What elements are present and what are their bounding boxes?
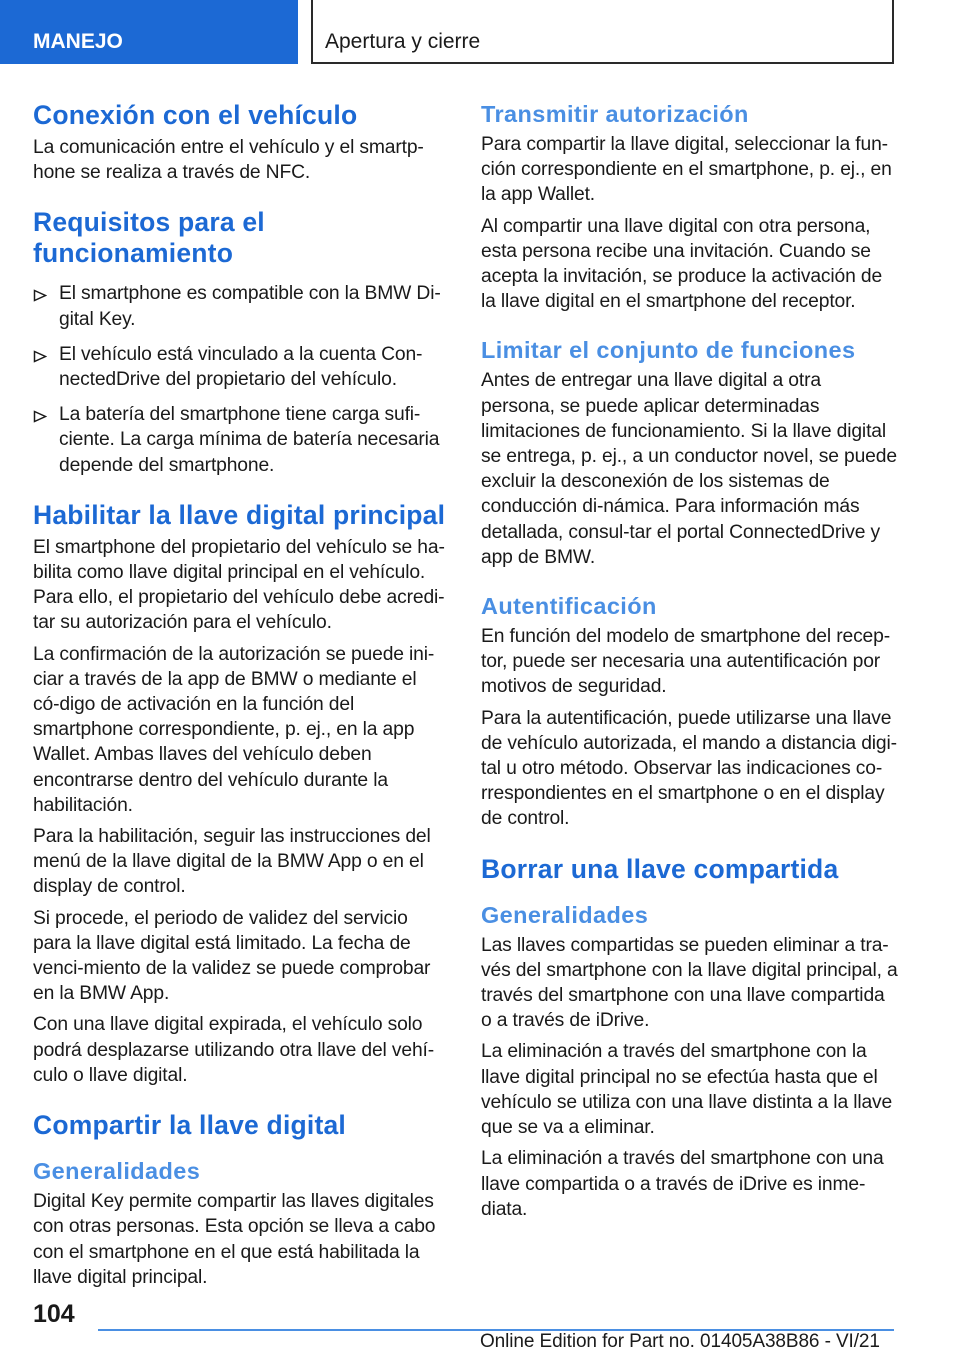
left-column: [33, 100, 448, 1290]
right-column: [481, 100, 899, 1222]
section-label: MANEJO: [33, 30, 123, 53]
subheading-generalidades: Generalidades: [33, 1158, 201, 1185]
subheading-limitar: Limitar el conjunto de funciones: [481, 337, 856, 364]
heading-habilitar: Habilitar la llave digital principal: [33, 499, 446, 530]
heading-conexion: Conexión con el vehículo: [33, 100, 358, 130]
paragraph: La comunicación entre el vehículo y el smartp-hone se realiza a través de NFC.: [33, 137, 424, 184]
heading-requisitos: Requisitos para el funcionamiento: [33, 207, 265, 269]
paragraph: La confirmación de la autorización se puede ini-ciar a través de la app de BMW o mediante el có-digo de activación en la función del smartphone correspondiente, p. ej., en la app Wallet. Ambas llaves del vehículo deben encontrarse dentro del vehículo durante la habilitación.: [33, 643, 435, 816]
chapter-title: Apertura y cierre: [325, 30, 481, 53]
paragraph: Antes de entregar una llave digital a otra persona, se puede aplicar determinadas limitaciones de funcionamiento. Si la llave digital se entrega, p. ej., a un conductor novel, se puede excluir la desconexión de los sistemas de conducción di-námica. Para información más detallada, consul-tar el portal ConnectedDrive y app de BMW.: [481, 370, 897, 568]
paragraph: La eliminación a través del smartphone con una llave compartida o a través de iDrive es inme-diata.: [481, 1148, 884, 1220]
subheading-autentificacion: Autentificación: [481, 593, 657, 620]
heading-borrar: Borrar una llave compartida: [481, 853, 839, 884]
paragraph: Digital Key permite compartir las llaves digitales con otras personas. Esta opción se lleva a cabo con el smartphone en el que está habilitada la llave digital principal.: [33, 1191, 436, 1288]
subheading-generalidades: Generalidades: [481, 901, 649, 928]
paragraph: Para la habilitación, seguir las instrucciones del menú de la llave digital de la BMW App o en el display de control.: [33, 826, 431, 898]
paragraph: Al compartir una llave digital con otra persona, esta persona recibe una invitación. Cuando se acepta la invitación, se produce la activación de la llave digital en el smartphone del receptor.: [481, 215, 883, 313]
paragraph: Para la autentificación, puede utilizarse una llave de vehículo autorizada, el mando a distancia digi-tal u otro método. Observar las indicaciones co-rrespondientes en el smartphone o en el display de control.: [481, 707, 897, 830]
paragraph: En función del modelo de smartphone del recep-tor, puede ser necesaria una autentificación por motivos de seguridad.: [481, 626, 890, 698]
list-item: La batería del smartphone tiene carga sufi-ciente. La carga mínima de batería necesaria depende del smartphone.: [33, 402, 448, 478]
subheading-transmitir: Transmitir autorización: [481, 101, 749, 127]
requirements-list: [33, 281, 448, 477]
heading-compartir: Compartir la llave digital: [33, 1110, 346, 1141]
list-item: El vehículo está vinculado a la cuenta Con-nectedDrive del propietario del vehículo.: [33, 342, 448, 392]
paragraph: Para compartir la llave digital, seleccionar la fun-ción correspondiente en el smartphone, p. ej., en la app Wallet.: [481, 134, 892, 206]
section-tab: [0, 0, 298, 64]
paragraph: Las llaves compartidas se pueden eliminar a tra-vés del smartphone con la llave digital principal, a través del smartphone con una llave compartida o a través de iDrive.: [481, 934, 898, 1032]
page-number: 104: [33, 1300, 75, 1328]
edition-text: Online Edition for Part no. 01405A38B86 - VI/21: [480, 1331, 880, 1352]
paragraph: Con una llave digital expirada, el vehículo solo podrá desplazarse utilizando otra llave del vehí-culo o llave digital.: [33, 1014, 435, 1086]
chapter-header: [311, 0, 894, 64]
paragraph: La eliminación a través del smartphone con la llave digital principal no se efectúa hasta que el vehículo se utiliza con una llave distinta a la llave que se va a eliminar.: [481, 1041, 893, 1139]
paragraph: Si procede, el periodo de validez del servicio para la llave digital está limitado. La fecha de venci-miento de la validez se puede comprobar en la BMW App.: [33, 907, 431, 1005]
paragraph: El smartphone del propietario del vehículo se ha-bilita como llave digital principal en el vehículo. Para ello, el propietario del vehículo debe acredi-tar su autorización para el vehículo.: [33, 536, 445, 634]
header-divider: [311, 0, 313, 62]
list-item: El smartphone es compatible con la BMW Di-gital Key.: [33, 281, 448, 331]
